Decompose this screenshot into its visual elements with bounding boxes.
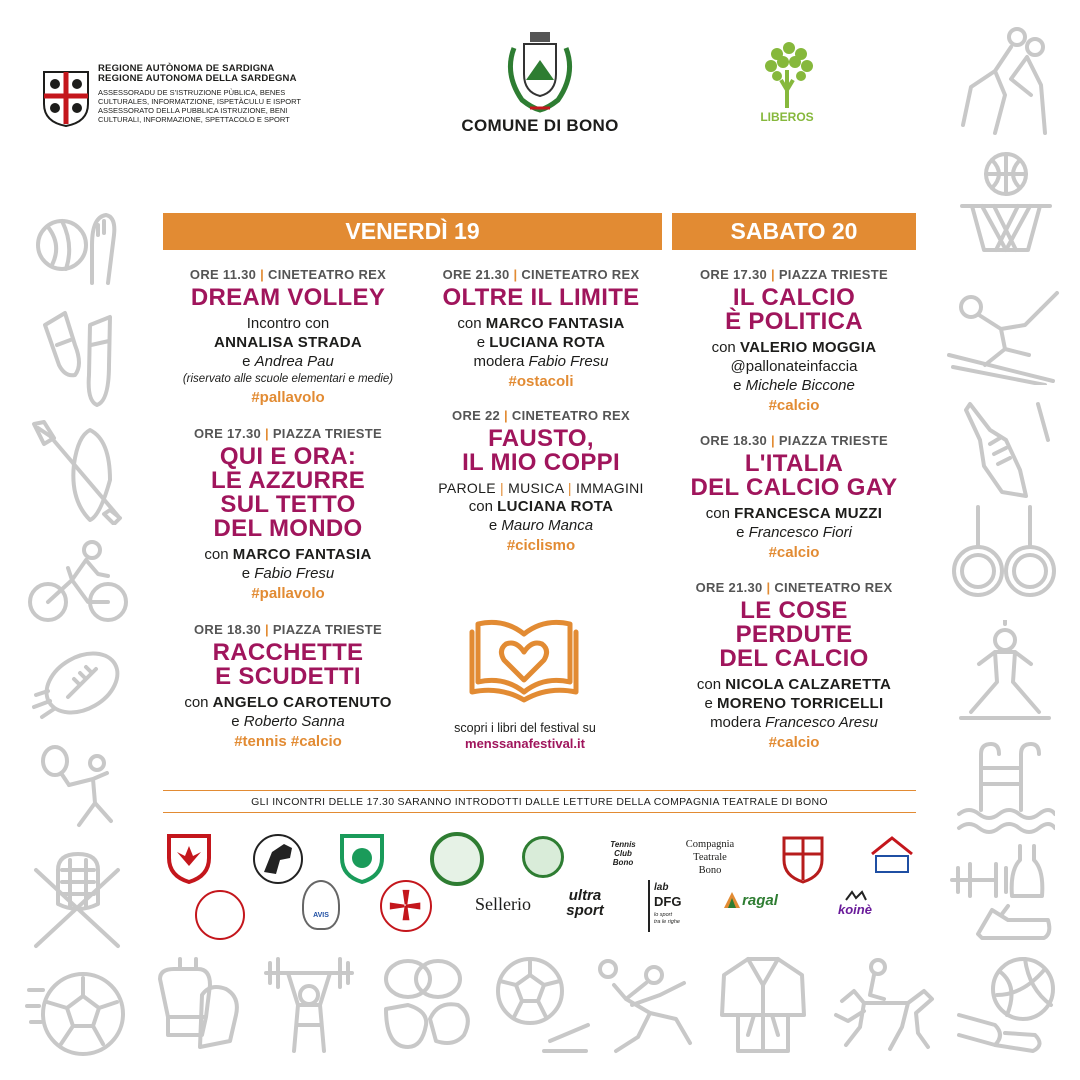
event-dream-volley [163,267,413,408]
event-guest-2: Fabio Fresu [254,565,335,582]
event-format: PAROLE | MUSICA | IMMAGINI [438,480,644,496]
promo-text: scopri i libri del festival su [454,721,596,735]
event-hashtag: #ciclismo [506,537,576,554]
event-and: e [476,334,486,351]
event-hashtag: #pallavolo [251,389,325,406]
sponsor-red-crest-logo [780,834,826,884]
event-hashtag: #pallavolo [251,585,325,602]
event-and: e [241,565,251,582]
event-guest: NICOLA CALZARETTA [725,676,892,693]
event-with: con [184,694,209,711]
skier-icon [945,285,1060,385]
event-guest-2: MORENO TORRICELLI [717,695,884,712]
sponsor-maltese-cross-logo [380,880,432,932]
event-guest-2: Michele Biccone [745,377,855,394]
bono-crest-icon [502,30,578,114]
footnote: GLI INCONTRI DELLE 17.30 SARANNO INTRODOTTI DALLE LETTURE DELLA COMPAGNIA TEATRALE DI BONO [251,796,828,808]
sponsor-bono-bike-logo [430,832,484,886]
sponsor-sellerio-logo: Sellerio [475,894,531,914]
event-and: e [704,695,713,712]
basketball-hoop-icon [958,150,1053,260]
event-title: OLTRE IL LIMITE [442,284,640,311]
volleyball-block-icon [30,205,125,290]
event-le-cose-perdute-del-calcio [672,580,916,753]
regione-sardegna-logo [40,62,300,132]
event-time-venue: ORE 22 | CINETEATRO REX [452,408,630,423]
event-guest: LUCIANA ROTA [497,498,614,515]
event-guest: ANNALISA STRADA [213,334,363,351]
event-title: RACCHETTE E SCUDETTI [212,639,364,690]
wrestling-icon [955,25,1055,140]
event-guest-2: Andrea Pau [254,353,334,370]
gymnastic-rings-icon [952,505,1057,605]
sponsor-compagnia-teatrale: Compagnia Teatrale Bono [685,839,735,876]
event-time-venue: ORE 11.30 | CINETEATRO REX [189,267,387,282]
boxing-gloves-icon [150,955,245,1055]
event-time-venue: ORE 18.30 | PIAZZA TRIESTE [194,622,382,637]
rugby-ball-icon [30,645,125,725]
event-and: e [736,524,745,541]
festival-link[interactable]: menssanafestival.it [465,736,585,751]
sponsor-horse-club-logo [250,832,306,886]
event-italia-del-calcio-gay [672,433,916,563]
ballet-shoe-icon [35,305,125,410]
event-guest: MARCO FANTASIA [232,546,372,563]
cyclist-icon [28,540,128,625]
event-guest: ANGELO CAROTENUTO [212,694,392,711]
sponsor-red-circle-logo [195,890,245,940]
event-title: LE COSE PERDUTE DEL CALCIO [719,597,869,672]
sponsor-volley-logo [522,836,564,878]
liberos-logo [752,40,822,135]
yoga-icon [955,620,1055,725]
event-guest-2: Mauro Manca [501,517,594,534]
event-title: DREAM VOLLEY [190,284,386,311]
event-with: con [457,315,482,332]
event-and: e [242,353,251,370]
handball-player-icon [598,955,698,1055]
tennis-player-icon [35,745,120,830]
event-moderator-label: modera [710,714,761,731]
regione-crest-icon [40,66,92,128]
event-with: con [204,546,229,563]
event-with: con [696,676,722,693]
event-moderator: Francesco Aresu [765,714,878,731]
event-hashtag: #calcio [768,734,820,751]
kayak-paddle-icon [30,420,125,525]
running-shoe-icon [960,400,1050,500]
tree-icon [757,40,817,110]
region-department-sardinian: ASSESSORADU DE S'ISTRUZIONE PÙBLICA, BENES CULTURALES, INFORMATZIONE, ISPETÀCULU E ISPORT [98,88,301,106]
festival-promo [420,720,630,752]
footnote-divider-bottom [163,812,916,813]
event-title: FAUSTO, IL MIO COPPI [462,425,620,476]
event-and: e [733,377,742,394]
weightlifter-icon [262,955,357,1055]
event-qui-e-ora [163,426,413,604]
event-time-venue: ORE 18.30 | PIAZZA TRIESTE [700,433,888,448]
book-heart-icon [468,612,580,704]
sponsor-ragal-logo: ragal [722,884,780,924]
event-and: e [488,517,498,534]
event-hashtag: #ostacoli [508,373,574,390]
event-time-venue: ORE 17.30 | PIAZZA TRIESTE [700,267,888,282]
day-header-friday: VENERDÌ 19 [163,213,662,250]
event-social-handle: @pallonateinfaccia [730,358,858,375]
sponsor-tennis-club-logo: Tennis Club Bono [610,840,636,867]
ballet-shoes-icon [378,955,478,1050]
comune-di-bono-logo [455,30,625,140]
region-name-italian: REGIONE AUTONOMA DELLA SARDEGNA [98,73,297,84]
sponsor-green-shield-logo [338,832,386,884]
fitness-icon [948,840,1058,945]
event-intro: Incontro con [246,315,330,332]
sponsor-ultra-sport-logo: ultra sport [566,887,604,919]
event-with: con [711,339,736,356]
event-hashtag: #calcio [768,544,820,561]
event-guest-2: Roberto Sanna [243,713,345,730]
event-time-venue: ORE 17.30 | PIAZZA TRIESTE [194,426,382,441]
sponsor-koine-logo: koinè [826,890,884,926]
sponsor-biblioteca-logo [866,834,918,876]
sponsor-lab-dfg-logo: lab DFG lo sport tra le righe [648,880,688,932]
day-header-saturday: SABATO 20 [672,213,916,250]
football-kick-icon [490,955,590,1055]
event-guest: FRANCESCA MUZZI [734,505,883,522]
event-guest: VALERIO MOGGIA [739,339,877,356]
event-title: QUI E ORA: LE AZZURRE SUL TETTO DEL MONDO [210,443,366,542]
event-guest-2: Francesco Fiori [748,524,852,541]
footnote-divider-top [163,790,916,791]
event-time-venue: ORE 21.30 | CINETEATRO REX [442,267,640,282]
comune-name: COMUNE DI BONO [461,116,619,135]
event-fausto-il-mio-coppi [410,408,672,556]
event-hashtag: #tennis #calcio [234,733,342,750]
sponsor-avis-logo: AVIS [302,880,340,930]
event-with: con [468,498,493,515]
event-guest-2: LUCIANA ROTA [489,334,606,351]
event-with: con [705,505,730,522]
volleyball-hands-icon [955,955,1065,1055]
fencing-icon [30,850,125,950]
equestrian-icon [828,955,938,1055]
region-department-italian: ASSESSORATO DELLA PUBBLICA ISTRUZIONE, BENI CULTURALI, INFORMAZIONE, SPETTACOLO E SPORT [98,106,290,124]
liberos-name: LIBEROS [760,110,814,124]
event-title: L'ITALIA DEL CALCIO GAY [690,450,898,501]
event-and: e [231,713,240,730]
judo-gi-icon [718,955,808,1055]
event-moderator: Fabio Fresu [528,353,609,370]
event-guest: MARCO FANTASIA [485,315,625,332]
event-il-calcio-e-politica [672,267,916,416]
sponsor-red-shield-logo [163,832,215,884]
event-time-venue: ORE 21.30 | CINETEATRO REX [695,580,893,595]
event-moderator-label: modera [473,353,525,370]
swimming-pool-icon [955,740,1055,835]
event-racchette-e-scudetti [163,622,413,752]
event-oltre-il-limite [410,267,672,392]
soccer-ball-icon [25,960,130,1060]
event-note: (riservato alle scuole elementari e medie) [182,373,394,385]
event-title: IL CALCIO È POLITICA [725,284,863,335]
event-hashtag: #calcio [768,397,820,414]
region-name-sardinian: REGIONE AUTÒNOMA DE SARDIGNA [98,63,275,74]
